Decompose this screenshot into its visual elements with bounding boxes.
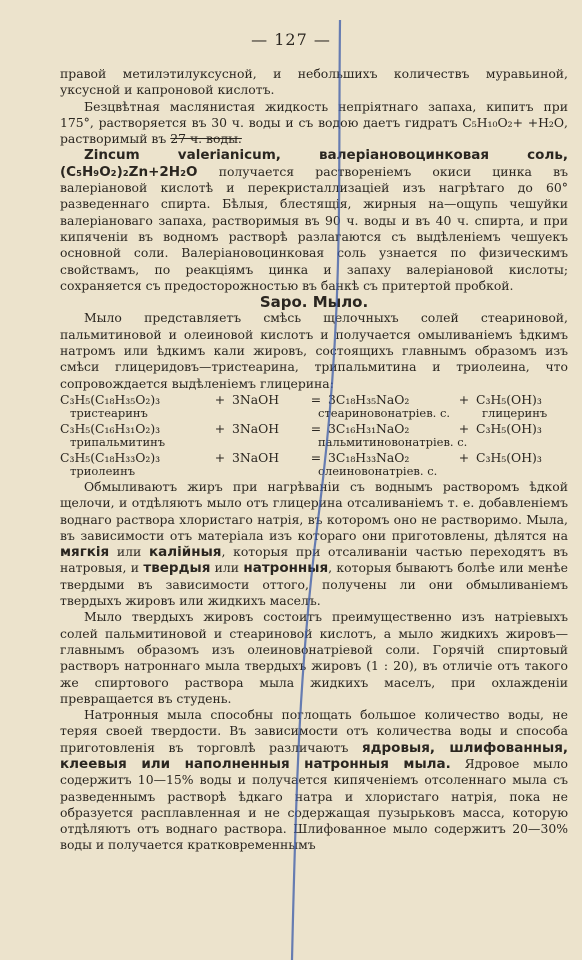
product-formula: 3С₁₆Н₃₁NaО₂ [328, 420, 410, 436]
reagent-formula: 3NaOH [232, 391, 280, 407]
reactant-formula: С₃Н₅(С₁₈Н₃₃О₂)₃ [60, 449, 161, 465]
paragraph-text: Ядровое мыло содержитъ 10—15% воды и получается кипяченіемъ отсоленнаго мыла съ разведеннымъ растворѣ ѣдкаго натра и хлористаго натрія, пока не образуется расплавленная и не содержащая пузырьковъ масса, которую отдѣляютъ отъ воднаго раствора. Шлифованное мыло содержитъ 20—30% воды и получается кратковременнымъ [60, 755, 568, 853]
paragraph-continuation: правой метилэтилуксусной, и небольшихъ количествъ муравьиной, уксусной и капроновой кислотъ. [60, 66, 568, 98]
term-hard-soap: твердыя [143, 560, 211, 577]
paragraph-text: , которыя бываютъ болѣе или менѣе твердыми въ зависимости оттого, получены ли они обмыливаніемъ твердыхъ жировъ или жидкихъ маселъ. [60, 560, 569, 609]
paragraph-zinc-valerianate [60, 147, 568, 294]
plus-sign: + [214, 449, 226, 465]
plus-sign: + [458, 449, 470, 465]
paragraph-saponification [60, 479, 568, 609]
equation-row [60, 450, 568, 465]
paragraph-text: получается растворенiемъ окиси цинка въ валеріановой кислотѣ и перекристаллизаціей изъ нагрѣтаго до 60° разведеннаго спирта. Бѣлыя, блестящія, жирныя на—ощупь чешуйки валеріановаго запаха, растворимыя въ 90 ч. воды и въ 40 ч. спирта, и при кипяченіи въ водномъ растворѣ разлагаются съ выдѣленіемъ чешуекъ основной соли. Валеріановоцинковая соль узнается по физическимъ свойствамъ, по реакціямъ цинка и запаху валеріановой кислоты; сохраняется съ предосторожностью въ банкѣ съ притертой пробкой. [60, 163, 568, 293]
reactant-name: трипальмитинъ [70, 434, 166, 449]
paragraph-soap-intro: Мыло представляетъ смѣсь щелочныхъ солей стеариновой, пальмитиновой и олеиновой кислотъ и получается омыливаніемъ ѣдкимъ натромъ или ѣдкимъ кали жировъ, состоящихъ главнымъ образомъ изъ смѣси глицеридовъ—тристеарина, трипальмитина и триолеина, что сопровождается выдѣленіемъ глицерина: [60, 310, 568, 391]
product-name: олеиновонатріев. с. [318, 463, 438, 478]
equation-names-row [60, 407, 568, 420]
product-formula: 3С₁₈Н₃₅NaО₂ [328, 391, 410, 407]
paragraph-text: Натронныя мыла способны поглощать большое количество воды, не теряя своей твердости. Въ зависимости отъ количества воды и способа приготовленія въ торговлѣ различаютъ [60, 707, 568, 755]
plus-sign: + [214, 391, 226, 407]
paragraph-soap-kinds [60, 707, 568, 854]
equation-row [60, 392, 568, 407]
reactant-formula: С₃Н₅(С₁₆Н₃₁О₂)₃ [60, 420, 161, 436]
paragraph-valeric-acid [60, 99, 568, 148]
term-potassium-soap: калійныя [149, 544, 222, 561]
glycerin-name [482, 436, 568, 449]
struck-text: 27 ч. воды. [170, 131, 242, 147]
plus-sign: + [458, 420, 470, 436]
reagent-formula: 3NaOH [232, 420, 280, 436]
page-number: — 127 — [251, 30, 331, 49]
plus-sign: + [458, 391, 470, 407]
equals-sign: = [310, 420, 322, 436]
equals-sign: = [310, 391, 322, 407]
product-name: пальмитиновонатріев. с. [318, 434, 468, 449]
equation-block [60, 392, 568, 478]
term-soap-types: ядровыя, шлифованныя, клеевыя или наполненныя натронныя мыла. [60, 739, 568, 772]
reactant-name: триолеинъ [70, 463, 136, 478]
paragraph-text: или [210, 560, 244, 576]
reactant-formula: С₃Н₅(С₁₈Н₃₅О₂)₃ [60, 391, 161, 407]
entry-title-zinc-valerianate: Zincum valerianicum, валеріановоцинковая соль, (С₅Н₉О₂)₂Zn+2Н₂О [60, 147, 568, 180]
glycerin-name [482, 465, 568, 478]
equals-sign: = [310, 449, 322, 465]
term-sodium-soap: натронныя [243, 560, 329, 577]
section-heading-sapo: Sapo. Мыло. [259, 293, 369, 312]
product-formula: 3С₁₈Н₃₃NaО₂ [328, 449, 410, 465]
glycerin-formula: С₃Н₅(ОН)₃ [476, 391, 542, 407]
paragraph-text: Безцвѣтная маслянистая жидкость непріятнаго запаха, кипитъ при 175°, растворяется въ 30 ч. воды и съ водою даетъ гидратъ С₅Н₁₀О₂+ +Н₂О, растворимый въ [60, 98, 568, 147]
equation-names-row [60, 465, 568, 478]
plus-sign: + [214, 420, 226, 436]
paragraph-text: или [109, 544, 149, 560]
reagent-formula: 3NaOH [232, 449, 280, 465]
glycerin-formula: С₃Н₅(ОН)₃ [476, 449, 542, 465]
term-soft-soap: мягкія [60, 544, 110, 561]
paragraph-text: Обмыливаютъ жиръ при нагрѣваніи съ воднымъ растворомъ ѣдкой щелочи, и отдѣляютъ мыло отъ глицерина отсаливаніемъ т. е. добавленіемъ воднаго раствора хлористаго натрія, въ которомъ оно не растворимо. Мыла, въ зависимости отъ матеріала изъ котораго они приготовлены, дѣлятся на [60, 478, 568, 543]
reactant-name: тристеаринъ [70, 405, 148, 420]
paragraph-hard-soap: Мыло твердыхъ жировъ состоитъ преимущественно изъ натріевыхъ солей пальмитиновой и стеариновой кислотъ, а мыло жидкихъ жировъ—главнымъ образомъ изъ олеиновонатріевой соли. Горячій спиртовый растворъ натроннаго мыла твердыхъ жировъ (1 : 20), въ отличіе отъ такого же спиртового раствора мыла жидкихъ маселъ, при охлажденіи превращается въ студень. [60, 609, 568, 706]
paragraph-text: , которыя при отсаливаніи частью переходятъ въ натровыя, и [60, 544, 569, 576]
glycerin-formula: С₃Н₅(ОН)₃ [476, 420, 542, 436]
glycerin-name: глицеринъ [482, 405, 548, 420]
equation-names-row [60, 436, 568, 449]
equation-row [60, 421, 568, 436]
product-name: стеариновонатріев. с. [318, 405, 451, 420]
page-body [60, 66, 568, 854]
